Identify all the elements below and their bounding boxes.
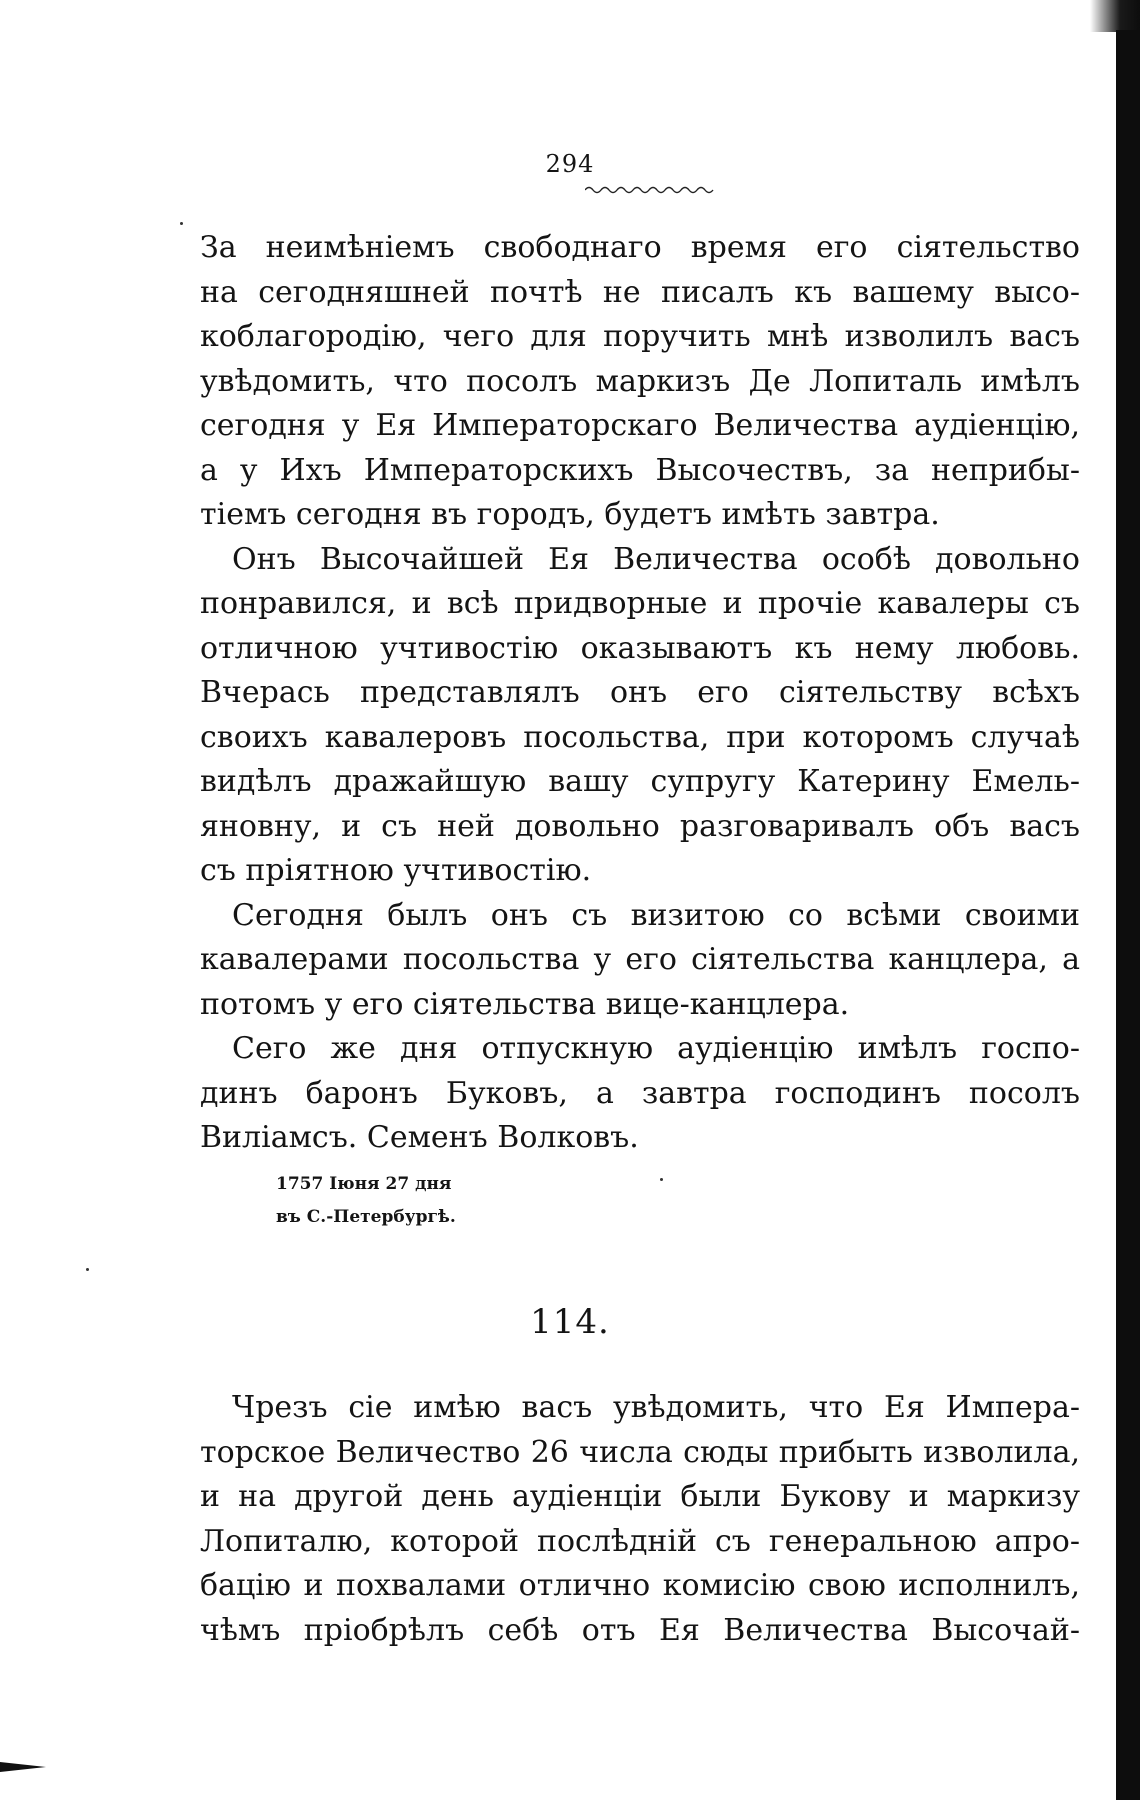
text-line: Сегодня былъ онъ съ визитою со всѣми своими — [232, 897, 1080, 933]
dateline — [276, 1168, 676, 1234]
ornamental-rule — [585, 184, 715, 196]
text-line: За неимѣніемъ свободнаго время его сіятельство — [200, 230, 1080, 265]
paragraph — [200, 538, 1080, 894]
text-line: коблагородію, чего для поручить мнѣ изволилъ васъ — [200, 319, 1080, 354]
letter-114-body — [200, 1386, 1080, 1653]
text-line: и на другой день аудіенціи были Букову и маркизу — [200, 1479, 1080, 1514]
scan-speck — [86, 1268, 89, 1271]
text-line: Онъ Высочайшей Ея Величества особѣ довольно — [232, 541, 1080, 577]
text-line: сегодня у Ея Императорскаго Величества аудіенцію, — [200, 408, 1080, 443]
text-line: яновну, и съ ней довольно разговаривалъ объ васъ — [200, 808, 1080, 844]
text-line: тіемъ сегодня въ городъ, будетъ имѣть завтра. — [200, 497, 940, 532]
letter-number: 114. — [530, 1302, 610, 1342]
dateline-place: въ С.-Петербургѣ. — [276, 1207, 456, 1227]
dateline-date: 1757 Іюня 27 дня — [276, 1174, 452, 1194]
text-line: на сегодняшней почтѣ не писалъ къ вашему высо- — [200, 274, 1080, 310]
page-edge-shadow — [1090, 0, 1140, 32]
text-line: а у Ихъ Императорскихъ Высочествъ, за неприбы- — [200, 452, 1080, 488]
text-line: отличною учтивостію оказываютъ къ нему любовь. — [200, 630, 1080, 666]
page-number: 294 — [545, 150, 595, 178]
text-line: Вчерась представлялъ онъ его сіятельству всѣхъ — [200, 675, 1080, 710]
text-line: потомъ у его сіятельства вице-канцлера. — [200, 986, 850, 1022]
text-line: кавалерами посольства у его сіятельства канцлера, а — [200, 942, 1080, 977]
scan-speck — [180, 222, 183, 225]
text-line: понравился, и всѣ придворные и прочіе кавалеры съ — [200, 586, 1080, 621]
text-line: видѣлъ дражайшую вашу супругу Катерину Емель- — [200, 764, 1080, 799]
paragraph — [200, 1386, 1080, 1653]
text-line: Чрезъ сіе имѣю васъ увѣдомить, что Ея Импера- — [232, 1390, 1080, 1425]
page-edge-shadow — [1116, 30, 1140, 1800]
text-line: торское Величество 26 числа сюды прибыть изволила, — [200, 1434, 1080, 1470]
text-line: Лопиталю, которой послѣдній съ генеральною апро- — [200, 1523, 1080, 1559]
text-line: чѣмъ пріобрѣлъ себѣ отъ Ея Величества Высочай- — [200, 1612, 1080, 1648]
letter-113-body — [200, 226, 1080, 1161]
paragraph — [200, 894, 1080, 1028]
text-line: Виліамсъ. Семенъ Волковъ. — [200, 1120, 639, 1155]
scan-corner-mark — [0, 1762, 46, 1772]
paragraph — [200, 226, 1080, 538]
text-line: Сего же дня отпускную аудіенцію имѣлъ госпо- — [232, 1031, 1080, 1066]
text-line: съ пріятною учтивостію. — [200, 853, 592, 888]
text-line: бацію и похвалами отлично комисію свою исполнилъ, — [200, 1568, 1080, 1603]
text-line: своихъ кавалеровъ посольства, при которомъ случаѣ — [200, 719, 1080, 755]
paragraph — [200, 1027, 1080, 1161]
text-line: динъ баронъ Буковъ, а завтра господинъ посолъ — [200, 1075, 1080, 1111]
text-line: увѣдомить, что посолъ маркизъ Де Лопиталь имѣлъ — [200, 363, 1080, 399]
